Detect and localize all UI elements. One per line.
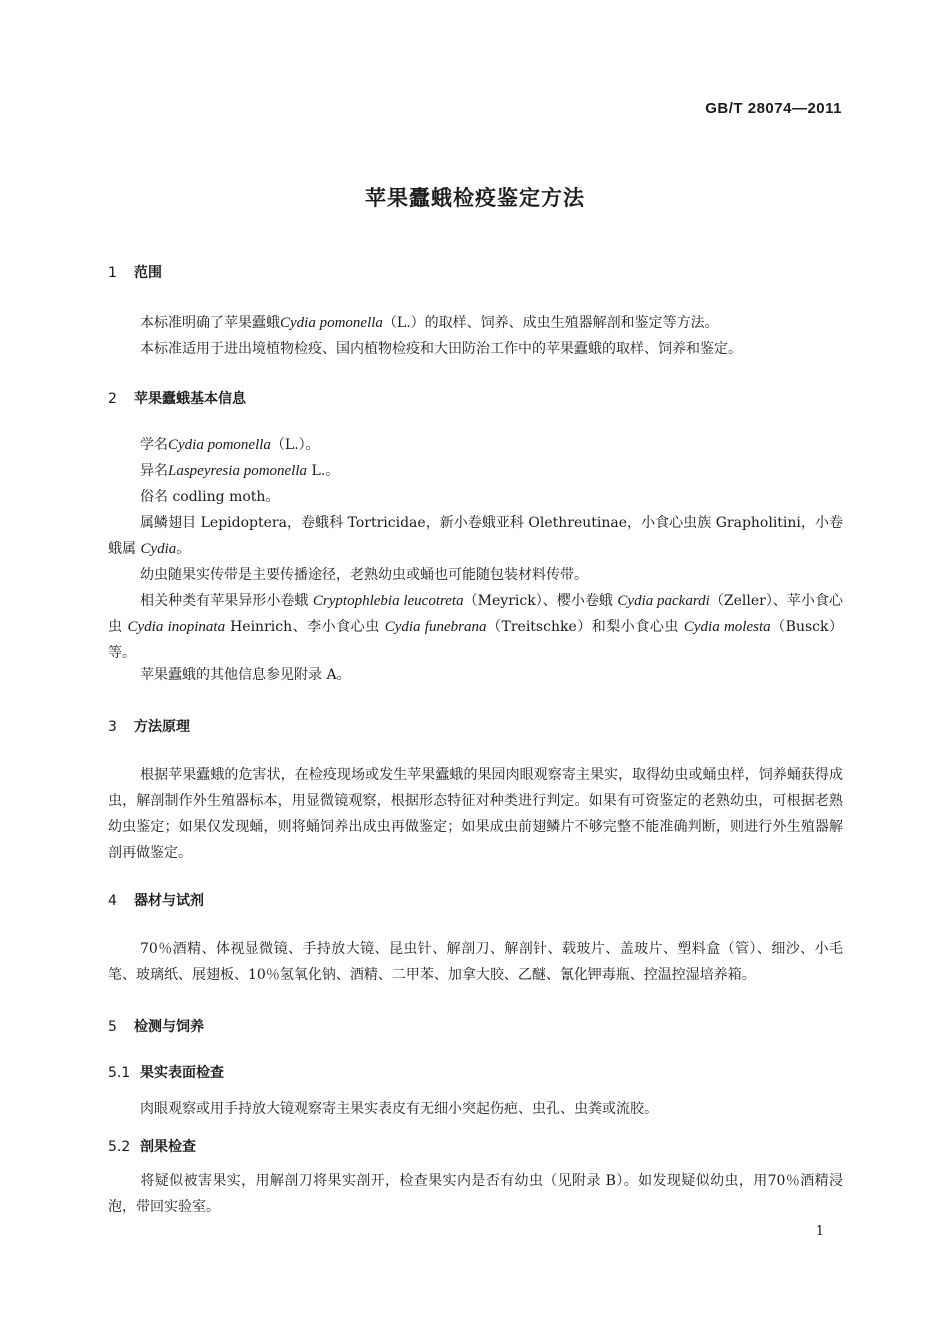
section-number: 4	[108, 893, 117, 909]
document-title: 苹果蠹蛾检疫鉴定方法	[365, 186, 585, 210]
section-3-heading	[108, 716, 190, 736]
paragraph: 幼虫随果实传带是主要传播途径，老熟幼虫或蛹也可能随包装材料传带。	[140, 567, 588, 583]
section-number: 3	[108, 719, 117, 735]
section-title: 剖果检查	[140, 1139, 196, 1155]
common-name: 俗名 codling moth。	[140, 489, 280, 505]
scientific-name: Cydia pomonella	[168, 437, 271, 453]
synonym-name: Laspeyresia pomonella	[168, 463, 308, 479]
scientific-name: Cydia pomonella	[280, 315, 383, 331]
paragraph: 肉眼观察或用手持放大镜观察寄主果实表皮有无细小突起伤疤、虫孔、虫粪或流胶。	[140, 1101, 658, 1117]
paragraph: 本标准明确了苹果蠹蛾Cydia pomonella（L.）的取样、饲养、成虫生殖器解剖和鉴定等方法。 本标准适用于进出境植物检疫、国内植物检疫和大田防治工作中的苹果蠹蛾的取样、饲养和鉴定。	[140, 315, 742, 357]
section-title: 器材与试剂	[134, 893, 204, 909]
standard-number: GB/T 28074—2011	[705, 100, 842, 117]
section-title: 苹果蠹蛾基本信息	[134, 391, 246, 407]
paragraph: 苹果蠹蛾的其他信息参见附录 A。	[140, 667, 351, 683]
section-1-heading	[108, 262, 162, 282]
section-4-heading	[108, 890, 204, 910]
genus-name: Cydia	[140, 541, 177, 557]
section-title: 范围	[134, 265, 162, 281]
section-title: 果实表面检查	[140, 1065, 224, 1081]
section-title: 方法原理	[134, 719, 190, 735]
section-5-1-heading	[108, 1062, 224, 1082]
section-number: 5.2	[108, 1139, 131, 1155]
section-5-2-heading	[108, 1136, 196, 1156]
section-2-heading	[108, 388, 246, 408]
section-number: 5.1	[108, 1065, 131, 1081]
paragraph: 根据苹果蠹蛾的危害状，在检疫现场或发生苹果蠹蛾的果园肉眼观察寄主果实，取得幼虫或蛹虫样，饲养蛹获得成虫，解剖制作外生殖器标本，用显微镜观察，根据形态特征对种类进行判定。如果有可资鉴定的老熟幼虫，可根据老熟幼虫鉴定；如果仅发现蛹，则将蛹饲养出成虫再做鉴定；如果成虫前翅鳞片不够完整不能准确判断，则进行外生殖器解剖再做鉴定。	[108, 767, 843, 861]
paragraph: 学名Cydia pomonella（L.）。 异名Laspeyresia pomonella L.。 俗名 codling moth。	[140, 437, 340, 505]
related-species-paragraph: 相关种类有苹果异形小卷蛾 Cryptophlebia leucotreta（Meyrick）、樱小卷蛾 Cydia packardi（Zeller）、苹小食心虫 Cydia inopinata Heinrich、李小食心虫 Cydia funebrana（Treitschke）和梨小食心虫 Cydia molesta（Busck）等。	[108, 593, 843, 661]
taxonomy-paragraph: 属鳞翅目 Lepidoptera，卷蛾科 Tortricidae，新小卷蛾亚科 Olethreutinae，小食心虫族 Grapholitini，小卷蛾属 Cydia。	[108, 515, 843, 557]
paragraph: 将疑似被害果实，用解剖刀将果实剖开，检查果实内是否有幼虫（见附录 B）。如发现疑似幼虫，用70％酒精浸泡，带回实验室。	[108, 1173, 843, 1215]
section-5-heading	[108, 1016, 204, 1036]
page-number: 1	[815, 1224, 824, 1239]
section-number: 5	[108, 1019, 117, 1035]
section-title: 检测与饲养	[134, 1019, 204, 1035]
section-number: 1	[108, 265, 117, 281]
section-number: 2	[108, 391, 117, 407]
paragraph: 70％酒精、体视显微镜、手持放大镜、昆虫针、解剖刀、解剖针、载玻片、盖玻片、塑料盒（管）、细沙、小毛笔、玻璃纸、展翅板、10％氢氧化钠、酒精、二甲苯、加拿大胶、乙醚、氰化钾毒瓶、控温控湿培养箱。	[108, 941, 843, 983]
